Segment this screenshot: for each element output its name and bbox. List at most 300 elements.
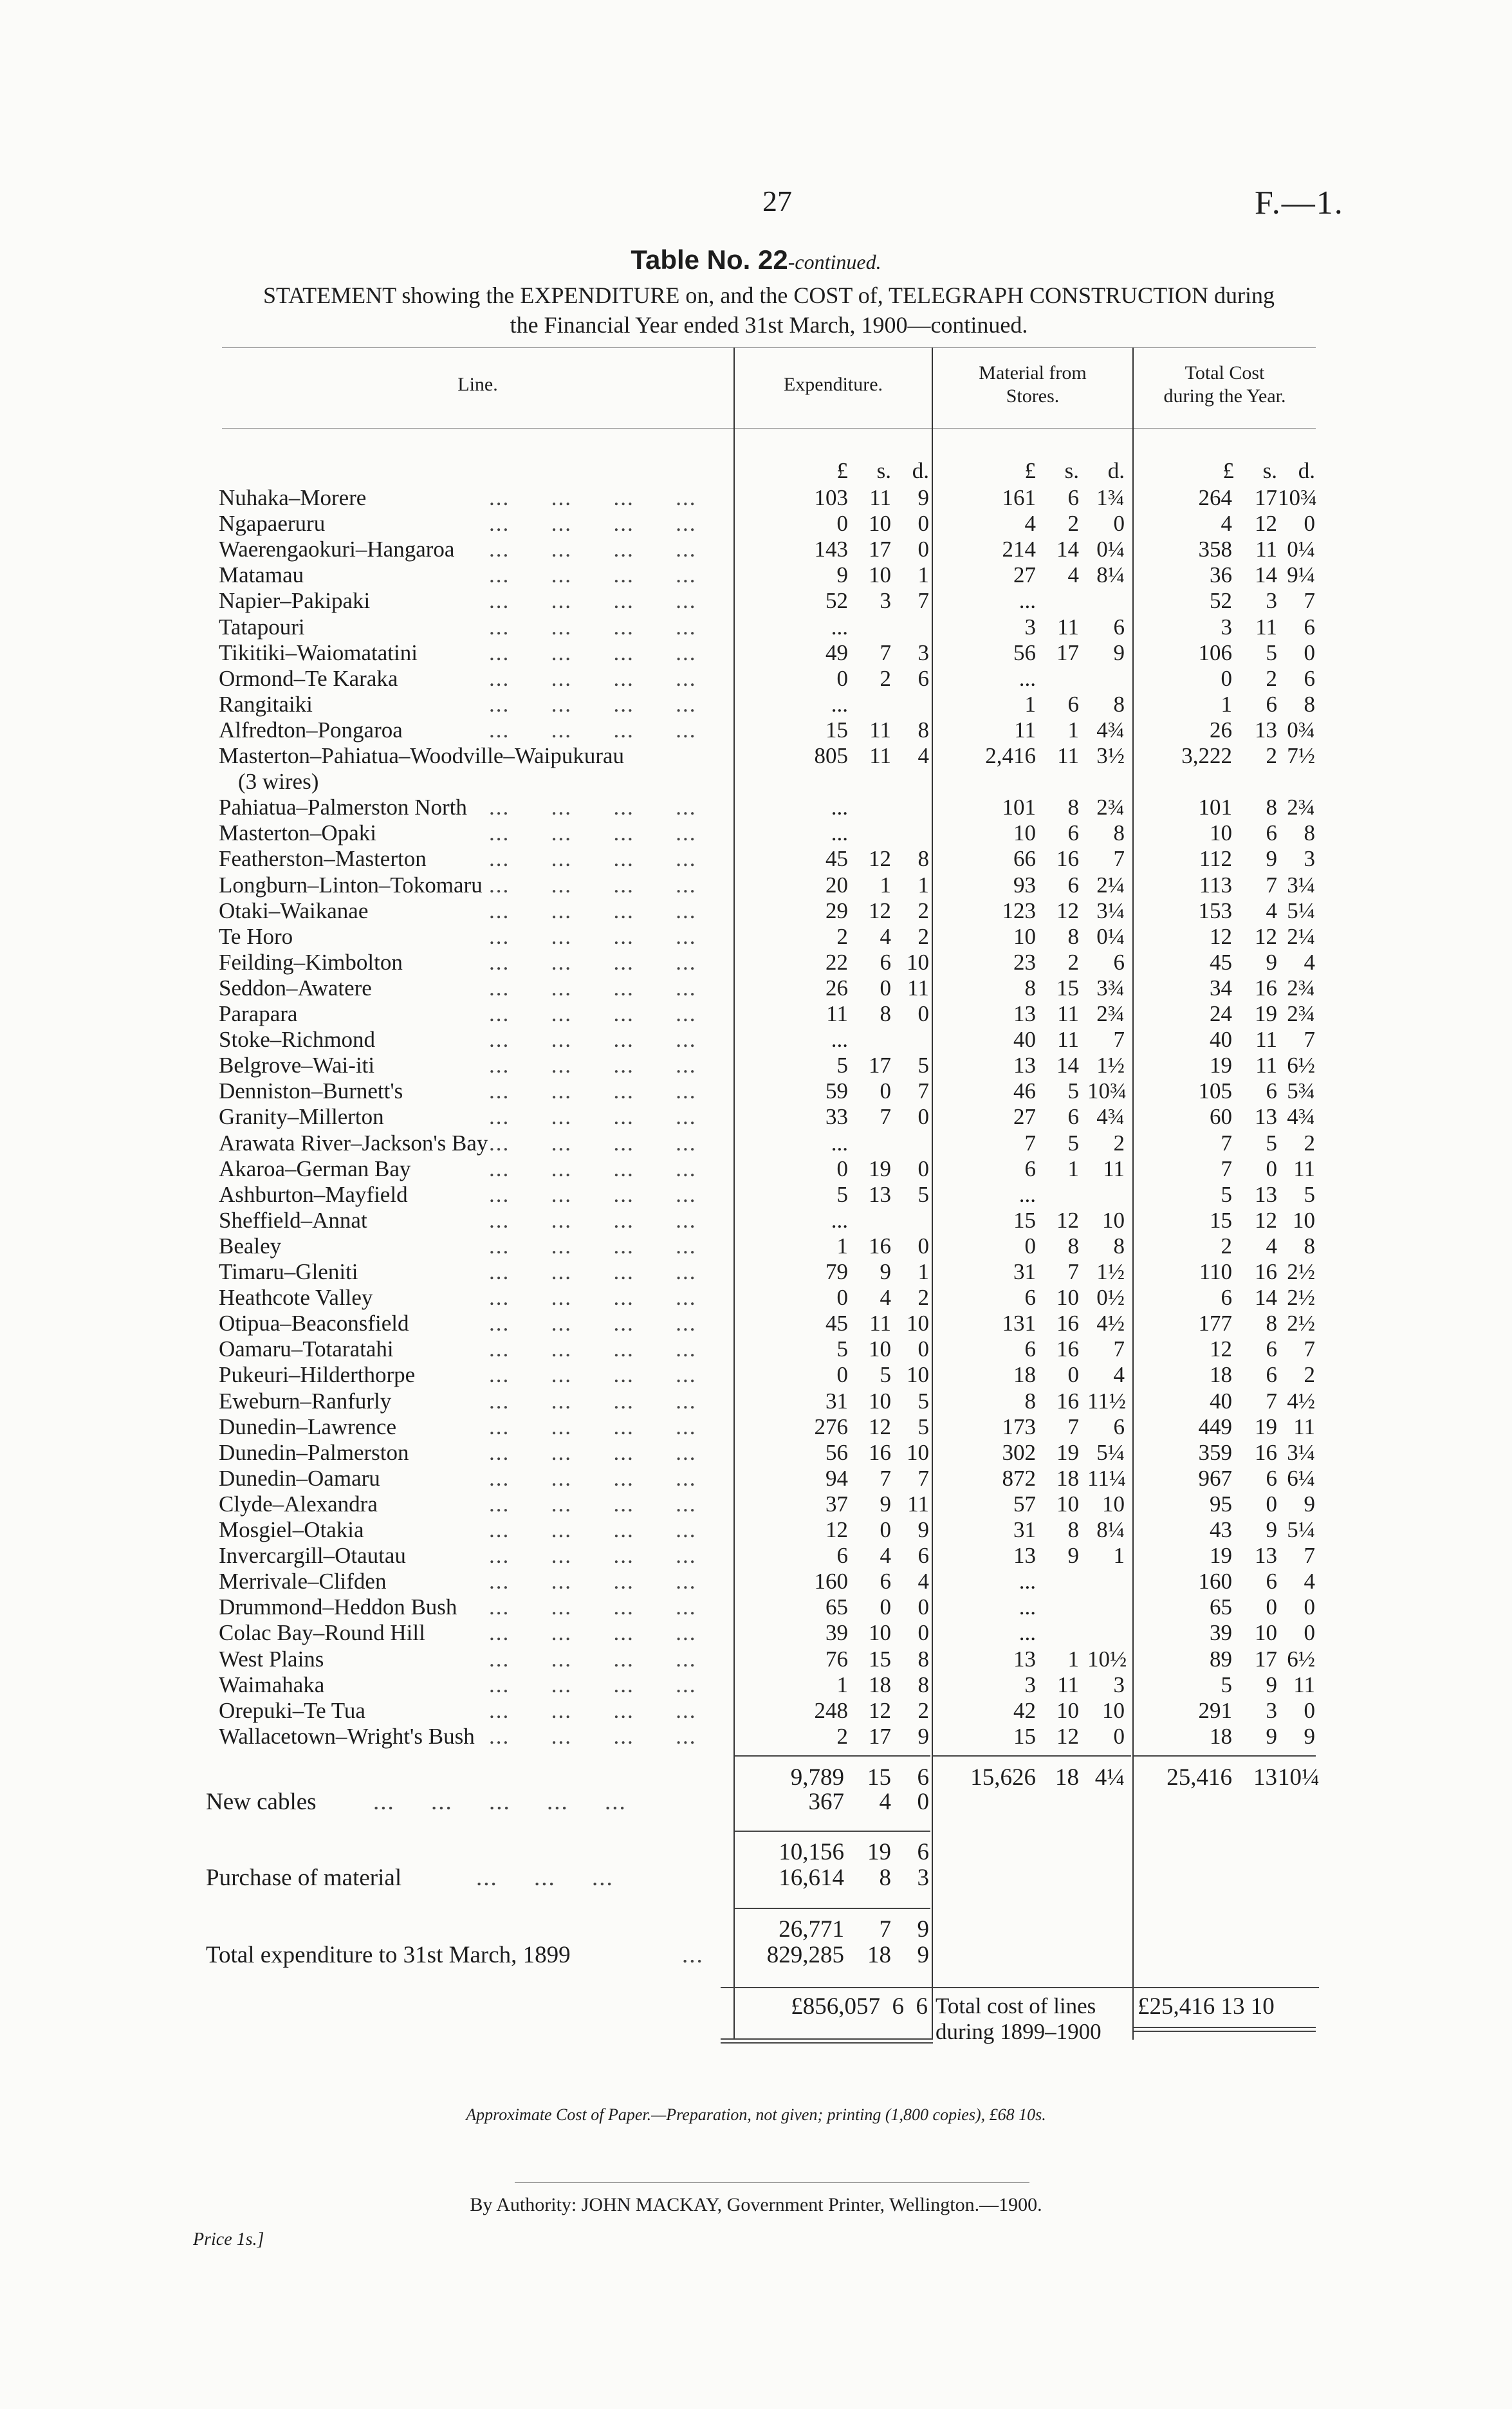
leader-dots: ... ... ... ...	[489, 795, 697, 820]
cell-t-l: 105	[1198, 1078, 1232, 1104]
cell-t-s: 13	[1255, 1543, 1277, 1569]
cell-m-l: 46	[1013, 1078, 1036, 1104]
table-row	[0, 562, 1512, 588]
leader-dots: ... ... ... ...	[489, 1207, 697, 1233]
cell-t-l: 5	[1221, 1672, 1232, 1697]
cell-e-l: 5	[836, 1181, 848, 1207]
cell-t-d: 7	[1304, 1336, 1315, 1362]
cell-e-d: 8	[917, 717, 929, 743]
cell-t-l: 449	[1198, 1414, 1232, 1439]
line-name: Tatapouri	[219, 614, 305, 640]
cell-t-l: 52	[1210, 588, 1232, 614]
grand-total-row	[0, 1993, 1512, 2020]
cell-e-l: 12	[825, 1517, 848, 1542]
table-row	[0, 1440, 1512, 1466]
line-name: (3 wires)	[238, 769, 319, 795]
cell-t-d: 3	[1304, 846, 1315, 872]
cell-t-d: 5¼	[1287, 898, 1315, 923]
cell-m-d: 11	[1103, 1156, 1125, 1181]
leader-dots: ... ... ... ...	[489, 485, 697, 510]
cell-e-d: 7	[917, 1078, 929, 1104]
cell-t-d: 2½	[1287, 1285, 1315, 1311]
cell-t-l: 0	[1221, 665, 1232, 691]
cell-e-l: 1	[836, 1233, 848, 1259]
leader-dots: ... ... ... ...	[489, 872, 697, 898]
cell-e-l: 9	[836, 562, 848, 588]
cell-e-l: 26	[825, 975, 848, 1001]
cell-t-s: 16	[1255, 1439, 1277, 1465]
line-name: Dunedin–Palmerston	[219, 1439, 409, 1465]
cell-m-s: 18	[1056, 1465, 1079, 1491]
cell-e-l: 94	[825, 1465, 848, 1491]
table-row	[0, 1104, 1512, 1130]
cell-m-l: 161	[1002, 485, 1036, 510]
cell-m-d: 2¾	[1096, 795, 1125, 820]
line-name: Dunedin–Oamaru	[219, 1465, 380, 1491]
cell-e-l: ...	[831, 795, 848, 820]
cell-m-s: 6	[1067, 485, 1079, 510]
cell-m-d: 3	[1113, 1672, 1125, 1697]
line-name: Merrivale–Clifden	[219, 1569, 387, 1594]
cell-t-d: 0	[1304, 511, 1315, 537]
cell-t-s: 11	[1255, 614, 1277, 640]
cell-m-d: 6	[1113, 949, 1125, 975]
cell-e-s: 13	[869, 1181, 891, 1207]
cell-e-s: 4	[880, 1543, 891, 1569]
cell-t-s: 10	[1255, 1620, 1277, 1646]
cell-t-d: 3¼	[1287, 872, 1315, 898]
new-cables-d: 0	[917, 1789, 929, 1815]
line-name: Pukeuri–Hilderthorpe	[219, 1362, 416, 1388]
cell-m-d: 7	[1113, 846, 1125, 872]
cell-e-d: 0	[917, 511, 929, 537]
cell-m-d: 8¼	[1096, 1517, 1125, 1542]
line-name: Parapara	[219, 1001, 298, 1026]
col-header-line: Line.	[457, 374, 498, 395]
table-row	[0, 1182, 1512, 1208]
cell-m-d: 4¾	[1096, 1104, 1125, 1130]
cell-m-d: 2¾	[1096, 1001, 1125, 1026]
leader-dots: ... ... ... ...	[489, 1414, 697, 1439]
cell-t-d: 8	[1304, 691, 1315, 717]
cell-t-d: 3¼	[1287, 1439, 1315, 1465]
cell-t-d: 2¾	[1287, 1001, 1315, 1026]
cell-m-l: 40	[1013, 1027, 1036, 1053]
cell-m-l: 173	[1002, 1414, 1036, 1439]
cell-e-l: 5	[836, 1336, 848, 1362]
cell-m-s: 6	[1067, 1104, 1079, 1130]
cell-m-l: 13	[1013, 1646, 1036, 1672]
table-row	[0, 1620, 1512, 1646]
leader-dots: ... ... ... ...	[489, 1569, 697, 1594]
cell-e-s: 3	[880, 588, 891, 614]
cell-m-l: 27	[1013, 1104, 1036, 1130]
cell-m-l: 6	[1024, 1285, 1036, 1311]
units-row	[0, 458, 1512, 484]
cell-m-d: 0¼	[1096, 923, 1125, 949]
cell-t-s: 7	[1266, 1388, 1277, 1414]
cell-e-s: 10	[869, 1388, 891, 1414]
cell-e-s: 17	[869, 537, 891, 562]
unit-pence: d.	[1298, 458, 1315, 483]
cell-t-l: 60	[1210, 1104, 1232, 1130]
cell-t-l: 18	[1210, 1362, 1232, 1388]
cell-m-s: 11	[1057, 1027, 1079, 1053]
table-row	[0, 640, 1512, 666]
cell-e-l: ...	[831, 1027, 848, 1053]
cell-m-d: 1½	[1096, 1053, 1125, 1078]
cell-e-s: 16	[869, 1439, 891, 1465]
unit-pence: d.	[912, 458, 929, 483]
cell-t-l: 1	[1221, 691, 1232, 717]
purchase-label: Purchase of material	[206, 1865, 402, 1891]
cell-t-s: 16	[1255, 1259, 1277, 1284]
cell-e-s: 15	[869, 1646, 891, 1672]
cell-m-d: 3¼	[1096, 898, 1125, 923]
table-row	[0, 1414, 1512, 1440]
sub3-row	[0, 1916, 1512, 1943]
line-name: Clyde–Alexandra	[219, 1491, 378, 1517]
line-name: Te Horo	[219, 923, 293, 949]
cell-e-d: 2	[917, 898, 929, 923]
cell-e-l: 5	[836, 1053, 848, 1078]
cell-t-l: 967	[1198, 1465, 1232, 1491]
document-reference: F.—1.	[1255, 185, 1344, 221]
leader-dots: ... ... ... ...	[489, 1388, 697, 1414]
cell-m-d: 3½	[1096, 743, 1125, 768]
cell-m-l: 302	[1002, 1439, 1036, 1465]
sub2-d: 6	[917, 1839, 929, 1865]
purchase-row	[0, 1865, 1512, 1892]
cell-t-s: 4	[1266, 898, 1277, 923]
line-name: Matamau	[219, 562, 304, 588]
cell-t-s: 5	[1266, 1130, 1277, 1156]
table-row	[0, 1336, 1512, 1362]
cell-e-d: 11	[907, 1491, 929, 1517]
purchase-l: 16,614	[779, 1865, 844, 1891]
cell-m-s: 9	[1067, 1543, 1079, 1569]
cell-m-l: 3	[1024, 614, 1036, 640]
cell-t-d: 7	[1304, 1027, 1315, 1053]
cell-m-s: 11	[1057, 743, 1079, 768]
cell-m-l: ...	[1019, 1181, 1036, 1207]
sub2-l: 10,156	[779, 1839, 844, 1865]
grand-rule-bottom-4	[1134, 2031, 1316, 2032]
cell-m-l: 6	[1024, 1336, 1036, 1362]
cell-m-l: ...	[1019, 1569, 1036, 1594]
cell-e-s: 17	[869, 1723, 891, 1749]
cell-m-s: 16	[1056, 1311, 1079, 1336]
cell-e-s: 16	[869, 1233, 891, 1259]
cell-m-l: ...	[1019, 1594, 1036, 1620]
cell-t-l: 291	[1198, 1697, 1232, 1723]
table-row	[0, 769, 1512, 795]
cell-e-d: 9	[917, 1723, 929, 1749]
cell-t-s: 6	[1266, 1078, 1277, 1104]
statement-line-1: STATEMENT showing the EXPENDITURE on, and the COST of, TELEGRAPH CONSTRUCTION during	[263, 282, 1275, 308]
cell-e-d: 5	[917, 1181, 929, 1207]
cell-t-l: 24	[1210, 1001, 1232, 1026]
cell-t-s: 2	[1266, 743, 1277, 768]
table-row	[0, 1311, 1512, 1336]
cell-e-s: 2	[880, 665, 891, 691]
line-name: Masterton–Pahiatua–Woodville–Waipukurau	[219, 743, 625, 768]
cell-m-l: 8	[1024, 975, 1036, 1001]
cell-e-l: 37	[825, 1491, 848, 1517]
cell-m-d: 6	[1113, 1414, 1125, 1439]
grand-tot: £25,416 13 10	[1138, 1993, 1275, 2020]
cell-t-s: 9	[1266, 1672, 1277, 1697]
cell-t-d: 6¼	[1287, 1465, 1315, 1491]
cell-t-d: 5¼	[1287, 1517, 1315, 1542]
cell-t-s: 6	[1266, 1362, 1277, 1388]
subtotal-rule-mat	[933, 1755, 1131, 1757]
cell-e-d: 2	[917, 923, 929, 949]
cell-m-s: 8	[1067, 795, 1079, 820]
sub2-rule	[735, 1831, 930, 1832]
table-row	[0, 1491, 1512, 1517]
subtotal-rule-exp	[735, 1755, 930, 1757]
line-name: Orepuki–Te Tua	[219, 1697, 365, 1723]
cell-t-d: 2¾	[1287, 795, 1315, 820]
cell-e-d: 0	[917, 537, 929, 562]
line-name: Pahiatua–Palmerston North	[219, 795, 467, 820]
cell-e-s: 0	[880, 1517, 891, 1542]
cell-t-d: 4	[1304, 1569, 1315, 1594]
line-name: Drummond–Heddon Bush	[219, 1594, 457, 1620]
cell-t-l: 7	[1221, 1130, 1232, 1156]
cell-m-d: 1¾	[1096, 485, 1125, 510]
leader-dots: ... ... ... ...	[489, 1053, 697, 1078]
table-title-cont: -continued.	[788, 250, 881, 273]
cell-e-l: 805	[814, 743, 848, 768]
cell-e-d: 7	[917, 588, 929, 614]
line-name: Masterton–Opaki	[219, 820, 376, 846]
cell-t-s: 14	[1255, 1285, 1277, 1311]
cell-e-d: 5	[917, 1053, 929, 1078]
cell-m-l: 15	[1013, 1723, 1036, 1749]
cell-t-s: 0	[1266, 1491, 1277, 1517]
cell-e-s: 11	[869, 717, 891, 743]
cell-e-l: ...	[831, 614, 848, 640]
line-name: Featherston–Masterton	[219, 846, 427, 872]
cell-e-d: 4	[917, 743, 929, 768]
table-row	[0, 1647, 1512, 1672]
cell-m-d: 3¾	[1096, 975, 1125, 1001]
cell-m-s: 6	[1067, 820, 1079, 846]
table-row	[0, 511, 1512, 537]
line-name: Sheffield–Annat	[219, 1207, 367, 1233]
cell-m-l: 31	[1013, 1259, 1036, 1284]
cell-e-l: 39	[825, 1620, 848, 1646]
cell-m-l: 18	[1013, 1362, 1036, 1388]
leader-dots: ... ... ... ...	[489, 1027, 697, 1053]
purchase-d: 3	[917, 1865, 929, 1891]
cell-m-l: ...	[1019, 665, 1036, 691]
cell-m-s: 8	[1067, 1233, 1079, 1259]
leader-dots: ... ... ... ...	[489, 1181, 697, 1207]
cell-m-l: 13	[1013, 1053, 1036, 1078]
cell-e-s: 17	[869, 1053, 891, 1078]
cell-m-l: 31	[1013, 1517, 1036, 1542]
leader-dots: ... ... ... ...	[489, 562, 697, 588]
cell-m-l: 7	[1024, 1130, 1036, 1156]
cell-t-s: 9	[1266, 1723, 1277, 1749]
line-name: Bealey	[219, 1233, 282, 1259]
cell-t-l: 19	[1210, 1053, 1232, 1078]
sub2-s: 19	[867, 1839, 891, 1865]
cell-t-s: 12	[1255, 511, 1277, 537]
cell-e-l: 45	[825, 846, 848, 872]
cell-e-d: 0	[917, 1594, 929, 1620]
line-name: Waerengaokuri–Hangaroa	[219, 537, 455, 562]
cell-m-s: 19	[1056, 1439, 1079, 1465]
cell-t-d: 6½	[1287, 1646, 1315, 1672]
cell-e-d: 7	[917, 1465, 929, 1491]
leader-dots: ... ... ... ...	[489, 1078, 697, 1104]
sub3-d: 9	[917, 1916, 929, 1943]
table-title	[0, 245, 1512, 275]
leader-dots: ... ... ... ...	[489, 1336, 697, 1362]
cell-m-l: 11	[1014, 717, 1036, 743]
cell-e-d: 0	[917, 1336, 929, 1362]
cell-t-s: 17	[1255, 485, 1277, 510]
cell-t-d: 7½	[1287, 743, 1315, 768]
cell-e-d: 10	[907, 1311, 929, 1336]
cell-t-l: 359	[1198, 1439, 1232, 1465]
cell-t-d: 8	[1304, 1233, 1315, 1259]
leader-dots: ... ... ... ...	[489, 1156, 697, 1181]
cell-t-l: 39	[1210, 1620, 1232, 1646]
cell-m-d: 11½	[1087, 1388, 1126, 1414]
cell-t-s: 9	[1266, 846, 1277, 872]
table-row	[0, 1001, 1512, 1027]
cell-t-l: 2	[1221, 1233, 1232, 1259]
cell-m-s: 10	[1056, 1697, 1079, 1723]
sub3-s: 7	[879, 1916, 891, 1943]
cell-t-d: 4	[1304, 949, 1315, 975]
subtotal-tot-l: 25,416	[1166, 1764, 1232, 1791]
cell-t-l: 12	[1210, 1336, 1232, 1362]
table-row	[0, 666, 1512, 692]
cell-m-d: 0½	[1096, 1285, 1125, 1311]
cell-t-s: 14	[1255, 562, 1277, 588]
cell-m-l: 131	[1002, 1311, 1036, 1336]
cell-t-d: 9	[1304, 1491, 1315, 1517]
leader-dots: ... ... ... ...	[489, 665, 697, 691]
cell-t-d: 5	[1304, 1181, 1315, 1207]
cell-m-d: 7	[1113, 1027, 1125, 1053]
cell-m-d: 1	[1113, 1543, 1125, 1569]
cell-m-d: 9	[1113, 640, 1125, 665]
cell-e-s: 0	[880, 1594, 891, 1620]
col-header-material	[933, 362, 1132, 408]
cell-t-l: 89	[1210, 1646, 1232, 1672]
leader-dots: ... ... ...	[476, 1865, 614, 1891]
leader-dots: ... ... ... ...	[489, 717, 697, 743]
cell-m-d: 0	[1113, 1723, 1125, 1749]
cell-e-s: 11	[869, 743, 891, 768]
cell-t-l: 4	[1221, 511, 1232, 537]
leader-dots: ... ... ... ...	[489, 1697, 697, 1723]
cell-m-d: 10	[1102, 1697, 1125, 1723]
cell-e-l: 2	[836, 1723, 848, 1749]
cell-m-l: 66	[1013, 846, 1036, 872]
table-row	[0, 485, 1512, 511]
cell-e-s: 9	[880, 1259, 891, 1284]
cell-t-s: 3	[1266, 1697, 1277, 1723]
cell-e-d: 0	[917, 1156, 929, 1181]
cell-e-l: 20	[825, 872, 848, 898]
cell-m-l: 6	[1024, 1156, 1036, 1181]
cell-t-l: 177	[1198, 1311, 1232, 1336]
cell-m-s: 8	[1067, 923, 1079, 949]
cell-m-l: ...	[1019, 588, 1036, 614]
cell-t-d: 7	[1304, 588, 1315, 614]
cell-e-d: 9	[917, 485, 929, 510]
statement-heading	[222, 281, 1316, 340]
cell-t-d: 2¾	[1287, 975, 1315, 1001]
cell-e-l: 31	[825, 1388, 848, 1414]
subtotal-exp-l: 9,789	[790, 1764, 844, 1791]
cell-t-l: 264	[1198, 485, 1232, 510]
cell-t-l: 358	[1198, 537, 1232, 562]
cell-m-d: 2¼	[1096, 872, 1125, 898]
leader-dots: ... ... ... ...	[489, 1646, 697, 1672]
cell-m-s: 0	[1067, 1362, 1079, 1388]
table-row	[0, 537, 1512, 562]
cell-e-s: 10	[869, 562, 891, 588]
leader-dots: ... ... ... ...	[489, 1465, 697, 1491]
cell-e-l: 76	[825, 1646, 848, 1672]
table-row	[0, 1208, 1512, 1233]
cell-t-s: 8	[1266, 1311, 1277, 1336]
table-top-rule	[222, 347, 1316, 348]
cell-t-d: 6½	[1287, 1053, 1315, 1078]
line-name: Rangitaiki	[219, 691, 313, 717]
header-bottom-rule	[222, 428, 1316, 429]
cell-m-s: 6	[1067, 691, 1079, 717]
cell-m-d: 10½	[1087, 1646, 1127, 1672]
subtotal-mat-d: 4¼	[1094, 1764, 1125, 1791]
cell-t-l: 110	[1199, 1259, 1232, 1284]
cell-m-d: 6	[1113, 614, 1125, 640]
unit-pound: £	[1222, 458, 1234, 483]
unit-pence: d.	[1107, 458, 1125, 483]
col-header-material-line1: Material from	[979, 362, 1087, 383]
cell-e-s: 11	[869, 1311, 891, 1336]
line-name: Mosgiel–Otakia	[219, 1517, 364, 1542]
table-row	[0, 1594, 1512, 1620]
cell-e-s: 12	[869, 898, 891, 923]
cell-e-l: 0	[836, 1156, 848, 1181]
cell-m-l: ...	[1019, 1620, 1036, 1646]
cell-m-d: 11¼	[1087, 1465, 1126, 1491]
table-row	[0, 614, 1512, 640]
cell-t-s: 2	[1266, 665, 1277, 691]
cell-m-s: 12	[1056, 1723, 1079, 1749]
cell-e-l: 248	[814, 1697, 848, 1723]
cell-m-l: 10	[1013, 820, 1036, 846]
cell-t-d: 4¾	[1287, 1104, 1315, 1130]
cell-e-d: 1	[917, 562, 929, 588]
cell-m-s: 11	[1057, 1001, 1079, 1026]
line-name: Heathcote Valley	[219, 1285, 373, 1311]
cell-m-l: 1	[1024, 691, 1036, 717]
cell-m-d: 0¼	[1096, 537, 1125, 562]
cell-m-s: 11	[1057, 1672, 1079, 1697]
leader-dots: ... ... ... ...	[489, 1620, 697, 1646]
